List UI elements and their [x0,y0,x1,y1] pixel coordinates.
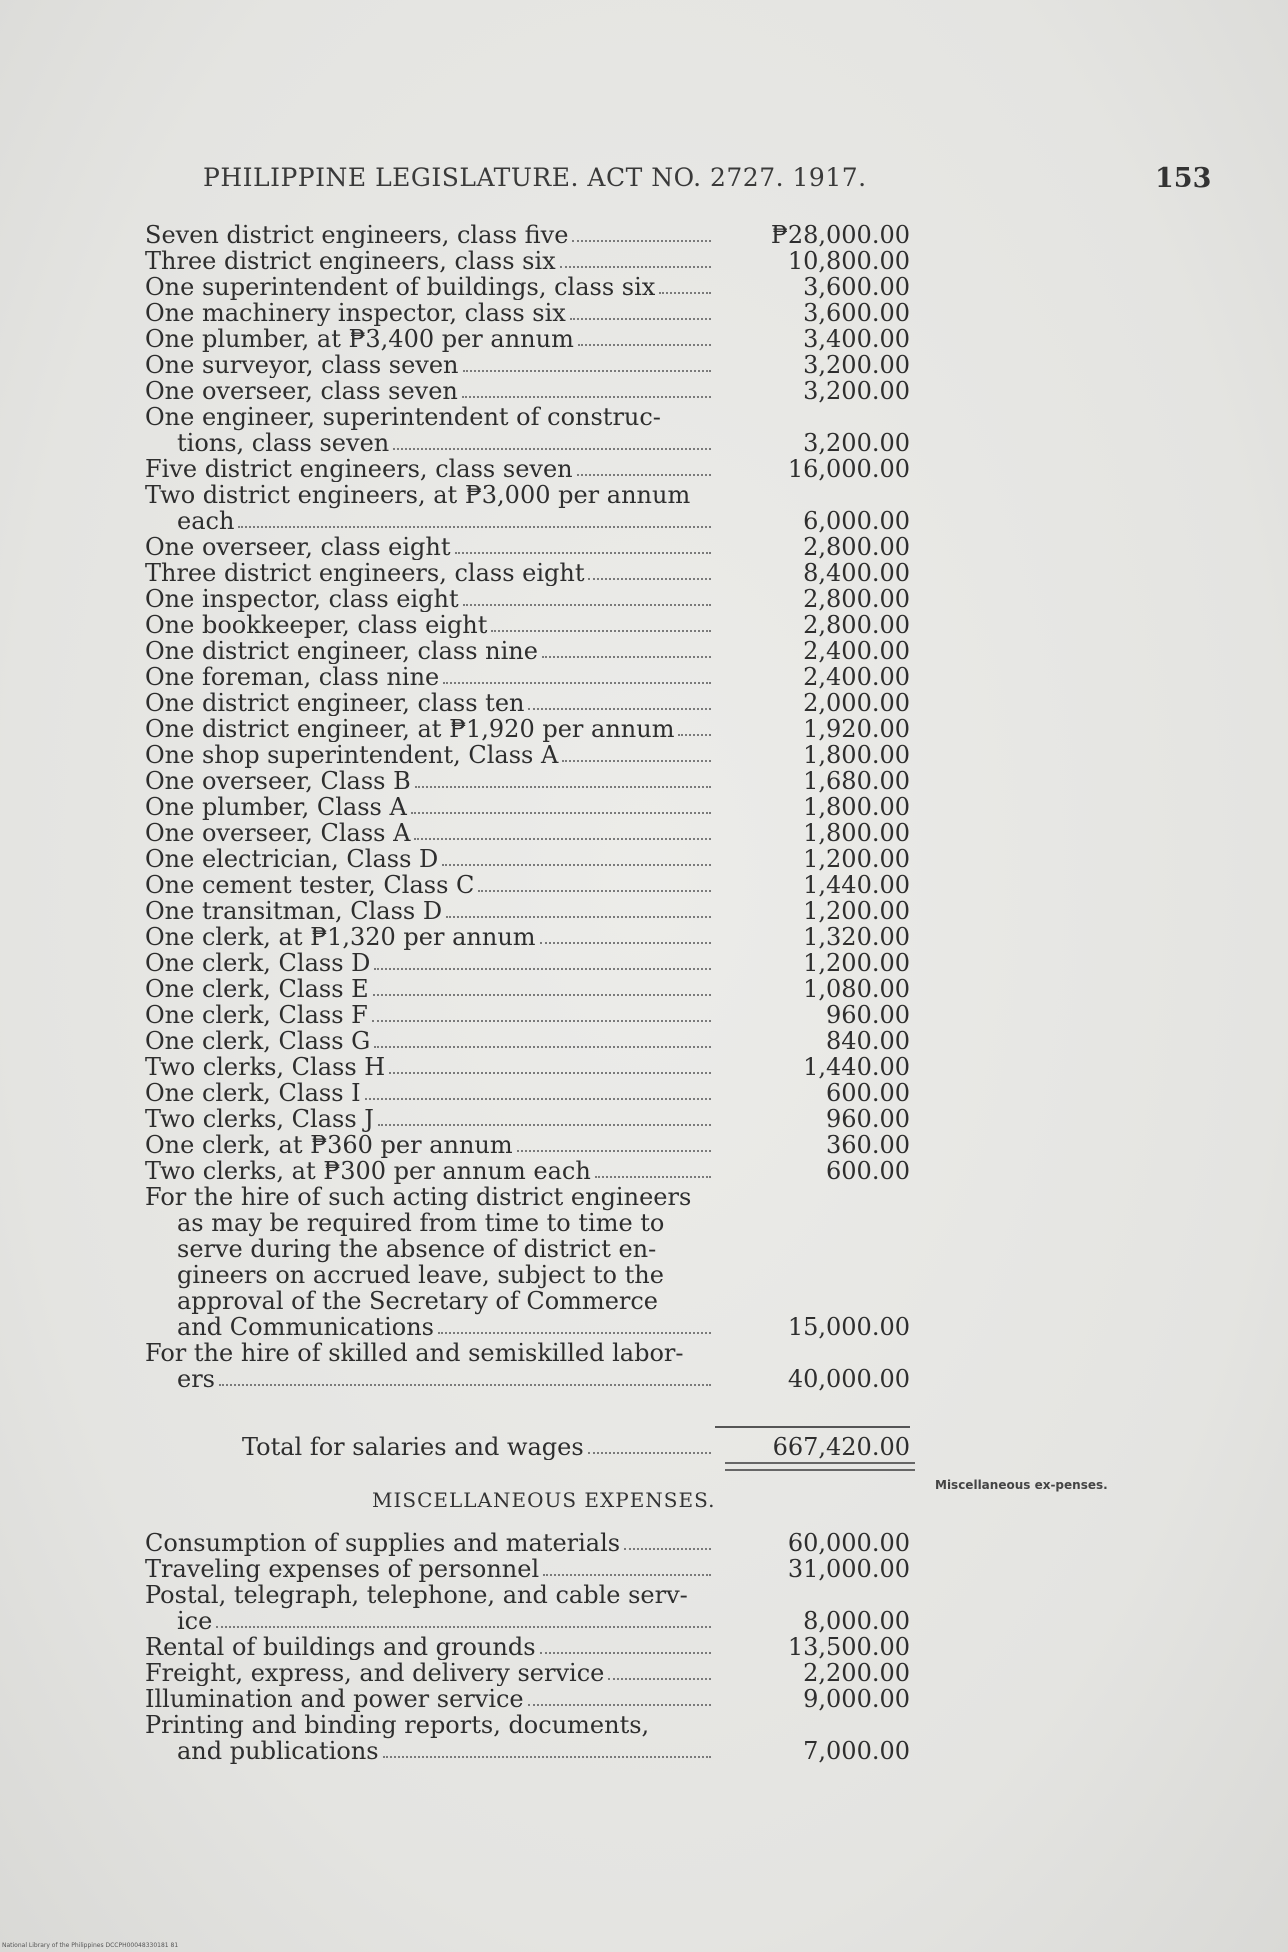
ledger-item-text: One bookkeeper, class eight [145,612,488,638]
ledger-amount: 31,000.00 [787,1555,910,1583]
ledger-amount: 1,800.00 [803,741,910,769]
ledger-amount: 1,680.00 [803,767,910,795]
ledger-item-text: One cement tester, Class C [145,872,475,898]
ledger-item-text: Three district engineers, class six [145,248,556,274]
ledger-amount: 2,400.00 [803,637,910,665]
ledger-row [145,664,915,690]
ledger-item-text: Consumption of supplies and materials [145,1530,621,1556]
ledger-row [145,950,915,976]
ledger-amount: 8,400.00 [803,559,910,587]
ledger-amount: 9,000.00 [803,1685,910,1713]
ledger-amount: 3,200.00 [803,351,910,379]
ledger-amount: 2,800.00 [803,585,910,613]
ledger-item-text: Seven district engineers, class five [145,222,569,248]
total-amount: 667,420.00 [715,1426,910,1460]
ledger-amount: 2,200.00 [803,1659,910,1687]
ledger-item-text: tions, class seven [177,429,390,456]
ledger-amount: 13,500.00 [787,1633,910,1661]
ledger-item-text: Printing and binding reports, documents, [145,1712,650,1739]
ledger-row [145,1530,915,1556]
ledger-amount: 2,000.00 [803,689,910,717]
ledger-row [145,1158,915,1184]
ledger-amount: 840.00 [826,1027,910,1055]
ledger-item-text: One clerk, at ₱1,320 per annum [145,924,536,950]
ledger-amount: 7,000.00 [803,1737,910,1765]
page-number: 153 [1155,163,1212,194]
ledger-amount: 10,800.00 [787,247,910,275]
ledger-amount: 960.00 [826,1001,910,1029]
ledger-amount: 2,800.00 [803,533,910,561]
ledger-amount: 1,800.00 [803,793,910,821]
ledger-item-text: One overseer, class eight [145,534,451,560]
ledger-amount: 1,440.00 [803,1053,910,1081]
ledger-item-text: One shop superintendent, Class A [145,742,559,768]
ledger-row [145,612,915,638]
ledger-item-text: Two district engineers, at ₱3,000 per annum [145,482,691,509]
ledger-amount: 3,600.00 [803,299,910,327]
ledger-amount: 1,800.00 [803,819,910,847]
ledger-item-text: Five district engineers, class seven [145,456,573,482]
ledger-item-text: Illumination and power service [145,1686,524,1712]
ledger-amount: 2,800.00 [803,611,910,639]
ledger-amount: 6,000.00 [803,507,910,535]
ledger-row [145,898,915,924]
ledger-amount: 960.00 [826,1105,910,1133]
ledger-amount: 600.00 [826,1157,910,1185]
ledger-item-text: One district engineer, class nine [145,638,538,664]
ledger-amount: 3,200.00 [803,429,910,457]
ledger-item-text: as may be required from time to time to [177,1209,665,1237]
ledger-row [145,300,915,326]
ledger-item-text: One engineer, superintendent of construc- [145,404,661,431]
ledger-item-text: One superintendent of buildings, class six [145,274,656,300]
ledger-item-text: serve during the absence of district en- [177,1235,657,1263]
ledger-item-text: Postal, telegraph, telephone, and cable serv- [145,1582,688,1609]
ledger-amount: 1,200.00 [803,949,910,977]
ledger-item-text: One inspector, class eight [145,586,459,612]
total-double-rule [725,1462,915,1471]
ledger-item-text: and publications [177,1737,379,1764]
ledger-item-text: ice [177,1607,213,1634]
ledger-row [145,846,915,872]
ledger-row [145,1712,915,1764]
ledger-row [145,534,915,560]
ledger-amount: 1,920.00 [803,715,910,743]
ledger-amount: 1,200.00 [803,897,910,925]
ledger-amount: 16,000.00 [787,455,910,483]
ledger-row [145,1184,915,1340]
ledger-row [145,794,915,820]
ledger-item-text: One surveyor, class seven [145,352,459,378]
ledger-row [145,248,915,274]
ledger-row [145,586,915,612]
ledger-amount: 1,440.00 [803,871,910,899]
misc-section-title: MISCELLANEOUS EXPENSES. [372,1488,716,1512]
ledger-item-text: Rental of buildings and grounds [145,1634,536,1660]
ledger-row [145,1582,915,1634]
ledger-item-text: Freight, express, and delivery service [145,1660,605,1686]
ledger-item-text: Three district engineers, class eight [145,560,585,586]
ledger-amount: 15,000.00 [787,1313,910,1341]
ledger-row [145,1132,915,1158]
ledger-row [145,482,915,534]
ledger-row [145,768,915,794]
misc-ledger [145,1530,915,1764]
total-row [145,1426,915,1460]
ledger-row [145,1028,915,1054]
ledger-item-text: ers [177,1365,215,1392]
ledger-item-text: each [177,507,235,534]
ledger-item-text: One electrician, Class D [145,846,439,872]
ledger-row [145,1054,915,1080]
ledger-row [145,924,915,950]
ledger-amount: 600.00 [826,1079,910,1107]
ledger-item-text: One plumber, Class A [145,794,407,820]
ledger-row [145,326,915,352]
ledger-amount: 8,000.00 [803,1607,910,1635]
ledger-item-text: One clerk, Class E [145,976,369,1002]
ledger-item-text: Two clerks, at ₱300 per annum each [145,1158,591,1184]
ledger-amount: 3,200.00 [803,377,910,405]
ledger-item-text: One district engineer, at ₱1,920 per annum [145,716,675,742]
ledger-row [145,378,915,404]
ledger-amount: 60,000.00 [787,1529,910,1557]
ledger-row [145,1660,915,1686]
ledger-item-text: For the hire of skilled and semiskilled labor- [145,1340,684,1367]
total-label: Total for salaries and wages [242,1434,584,1460]
ledger-item-text: gineers on accrued leave, subject to the [177,1261,664,1289]
ledger-item-text: For the hire of such acting district engineers [145,1184,692,1211]
ledger-row [145,560,915,586]
ledger-item-text: One clerk, at ₱360 per annum [145,1132,513,1158]
ledger-item-text: Two clerks, Class J [145,1106,374,1132]
ledger-row [145,716,915,742]
ledger-item-text: One clerk, Class F [145,1002,368,1028]
ledger-row [145,690,915,716]
ledger-row [145,976,915,1002]
ledger-item-text: One clerk, Class G [145,1028,371,1054]
ledger-row [145,1002,915,1028]
ledger-item-text: Two clerks, Class H [145,1054,386,1080]
ledger-row [145,1634,915,1660]
ledger-amount: 1,320.00 [803,923,910,951]
ledger-row [145,742,915,768]
ledger-row [145,274,915,300]
ledger-item-text: One overseer, class seven [145,378,458,404]
ledger-item-text: One district engineer, class ten [145,690,525,716]
ledger-item-text: One clerk, Class D [145,950,371,976]
ledger-row [145,820,915,846]
ledger-row [145,222,915,248]
salaries-ledger [145,222,915,1392]
ledger-item-text: One plumber, at ₱3,400 per annum [145,326,574,352]
ledger-row [145,1080,915,1106]
ledger-item-text: One machinery inspector, class six [145,300,566,326]
ledger-amount: 2,400.00 [803,663,910,691]
ledger-amount: 40,000.00 [787,1365,910,1393]
ledger-amount: 1,200.00 [803,845,910,873]
ledger-amount: 3,600.00 [803,273,910,301]
ledger-item-text: One overseer, Class A [145,820,411,846]
ledger-item-text: One foreman, class nine [145,664,440,690]
ledger-row [145,638,915,664]
salary-total [145,1412,915,1460]
ledger-amount: 1,080.00 [803,975,910,1003]
ledger-amount: 3,400.00 [803,325,910,353]
ledger-item-text: and Communications [177,1313,434,1340]
ledger-amount: 360.00 [826,1131,910,1159]
ledger-item-text: Traveling expenses of personnel [145,1556,540,1582]
ledger-row [145,1340,915,1392]
ledger-amount: ₱28,000.00 [770,221,910,249]
ledger-row [145,1106,915,1132]
ledger-item-text: One clerk, Class I [145,1080,361,1106]
ledger-item-text: One overseer, Class B [145,768,411,794]
ledger-row [145,1686,915,1712]
ledger-row [145,404,915,456]
ledger-row [145,352,915,378]
ledger-row [145,1556,915,1582]
ledger-row [145,456,915,482]
ledger-item-text: approval of the Secretary of Commerce [177,1287,659,1315]
footer-credit: National Library of the Philippines DCCPH00048330181 81 [2,1942,179,1949]
ledger-row [145,872,915,898]
page-header: PHILIPPINE LEGISLATURE. ACT NO. 2727. 1917. [203,163,867,192]
ledger-item-text: One transitman, Class D [145,898,443,924]
margin-note: Miscellaneous ex-penses. [935,1478,1108,1492]
